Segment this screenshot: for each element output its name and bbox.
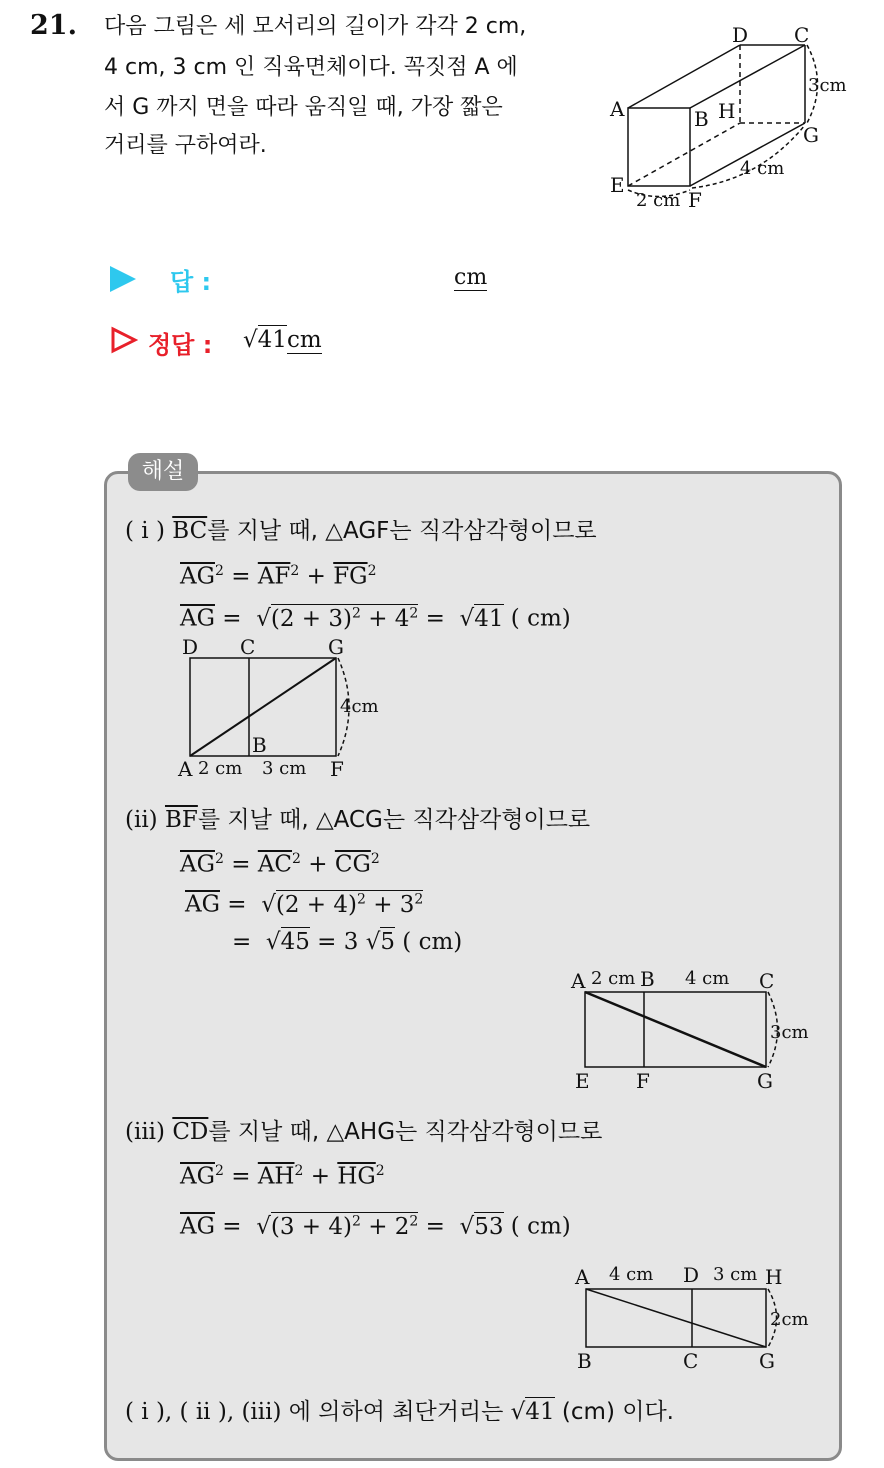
net1-label-d: D	[182, 635, 199, 659]
net1-label-b: B	[252, 733, 267, 757]
vertex-label-b: B	[694, 107, 709, 131]
net3-label-c: C	[683, 1349, 699, 1373]
net3-label-a: A	[575, 1265, 590, 1289]
case1-equation-1: $\overline{AG}^2 = \overline{AF}^2 + \overline{FG}^2$	[180, 563, 377, 590]
vertex-label-f: F	[688, 188, 702, 212]
correct-answer-arrow-icon	[110, 326, 138, 354]
net3-dim-4cm: 4 cm	[609, 1264, 654, 1285]
case2-equation-1: $\overline{AG}^2 = \overline{AC}^2 + \overline{CG}^2$	[180, 851, 380, 878]
vertex-label-e: E	[610, 173, 625, 197]
net2-label-b: B	[640, 967, 655, 991]
net3-dim-3cm: 3 cm	[713, 1264, 758, 1285]
vertex-label-g: G	[803, 123, 819, 147]
answer-label: 답 :	[170, 268, 212, 296]
case3-net-diagram	[565, 1260, 825, 1380]
case3-heading: (iii) $\overline{CD}$를 지날 때, △AHG는 직각삼각형이므로	[125, 1119, 603, 1145]
case2-heading: (ii) $\overline{BF}$를 지날 때, △ACG는 직각삼각형이므로	[125, 807, 591, 833]
net2-label-e: E	[575, 1069, 590, 1093]
net1-label-a: A	[178, 757, 193, 781]
net3-label-h: H	[765, 1265, 783, 1289]
case2-equation-3: = √45 = 3 √5 ( cm)	[232, 929, 463, 955]
net3-label-b: B	[577, 1349, 592, 1373]
case2-net-diagram	[565, 962, 825, 1097]
dimension-label-2cm: 2 cm	[636, 190, 681, 211]
net2-dim-3cm: 3cm	[770, 1022, 809, 1043]
cuboid-figure	[600, 18, 870, 218]
net3-label-d: D	[683, 1263, 700, 1287]
net2-label-a: A	[571, 969, 586, 993]
net3-dim-2cm: 2cm	[770, 1309, 809, 1330]
answer-arrow-icon	[110, 266, 136, 292]
net1-label-f: F	[330, 757, 344, 781]
correct-answer-value: √41cm	[243, 327, 322, 353]
case1-net-diagram	[170, 632, 390, 782]
case3-equation-2: $\overline{AG} = √(3 + 4)^2 + 2^2 = √53$ ( cm)	[180, 1213, 571, 1240]
net2-label-f: F	[636, 1069, 650, 1093]
question-text-line-3: 서 G 까지 면을 따라 움직일 때, 가장 짧은	[104, 95, 503, 120]
answer-unit: cm	[454, 265, 488, 290]
vertex-label-a: A	[610, 97, 625, 121]
vertex-label-h: H	[718, 99, 736, 123]
net2-label-g: G	[757, 1069, 773, 1093]
net2-dim-4cm: 4 cm	[685, 968, 730, 989]
question-text-line-1: 다음 그림은 세 모서리의 길이가 각각 2 cm,	[104, 14, 527, 39]
correct-answer-label: 정답 :	[148, 331, 213, 359]
vertex-label-c: C	[794, 23, 810, 47]
dimension-label-4cm: 4 cm	[740, 158, 785, 179]
net1-dim-3cm: 3 cm	[262, 758, 307, 779]
question-text-line-2: 4 cm, 3 cm 인 직육면체이다. 꼭짓점 A 에	[104, 55, 518, 80]
case2-equation-2: $\overline{AG} = √(2 + 4)^2 + 3^2$	[185, 891, 424, 918]
net3-label-g: G	[759, 1349, 775, 1373]
dimension-label-3cm: 3cm	[808, 75, 847, 96]
vertex-label-d: D	[732, 23, 749, 47]
net1-label-g: G	[328, 635, 344, 659]
case1-heading: ( i ) $\overline{BC}$를 지날 때, △AGF는 직각삼각형이므로	[125, 518, 597, 544]
case3-equation-1: $\overline{AG}^2 = \overline{AH}^2 + \overline{HG}^2$	[180, 1163, 385, 1190]
net2-dim-2cm: 2 cm	[591, 968, 636, 989]
case1-equation-2: $\overline{AG} = √(2 + 3)^2 + 4^2 = √41$ ( cm)	[180, 605, 571, 632]
net1-label-c: C	[240, 635, 256, 659]
net1-dim-4cm: 4cm	[340, 696, 379, 717]
net1-dim-2cm: 2 cm	[198, 758, 243, 779]
solution-tag: 해설	[128, 453, 198, 491]
solution-conclusion: ( i ), ( ii ), (iii) 에 의하여 최단거리는 √41 (cm) 이다.	[125, 1399, 674, 1425]
question-number: 21.	[30, 10, 77, 41]
net2-label-c: C	[759, 969, 775, 993]
question-text-line-4: 거리를 구하여라.	[104, 133, 267, 158]
